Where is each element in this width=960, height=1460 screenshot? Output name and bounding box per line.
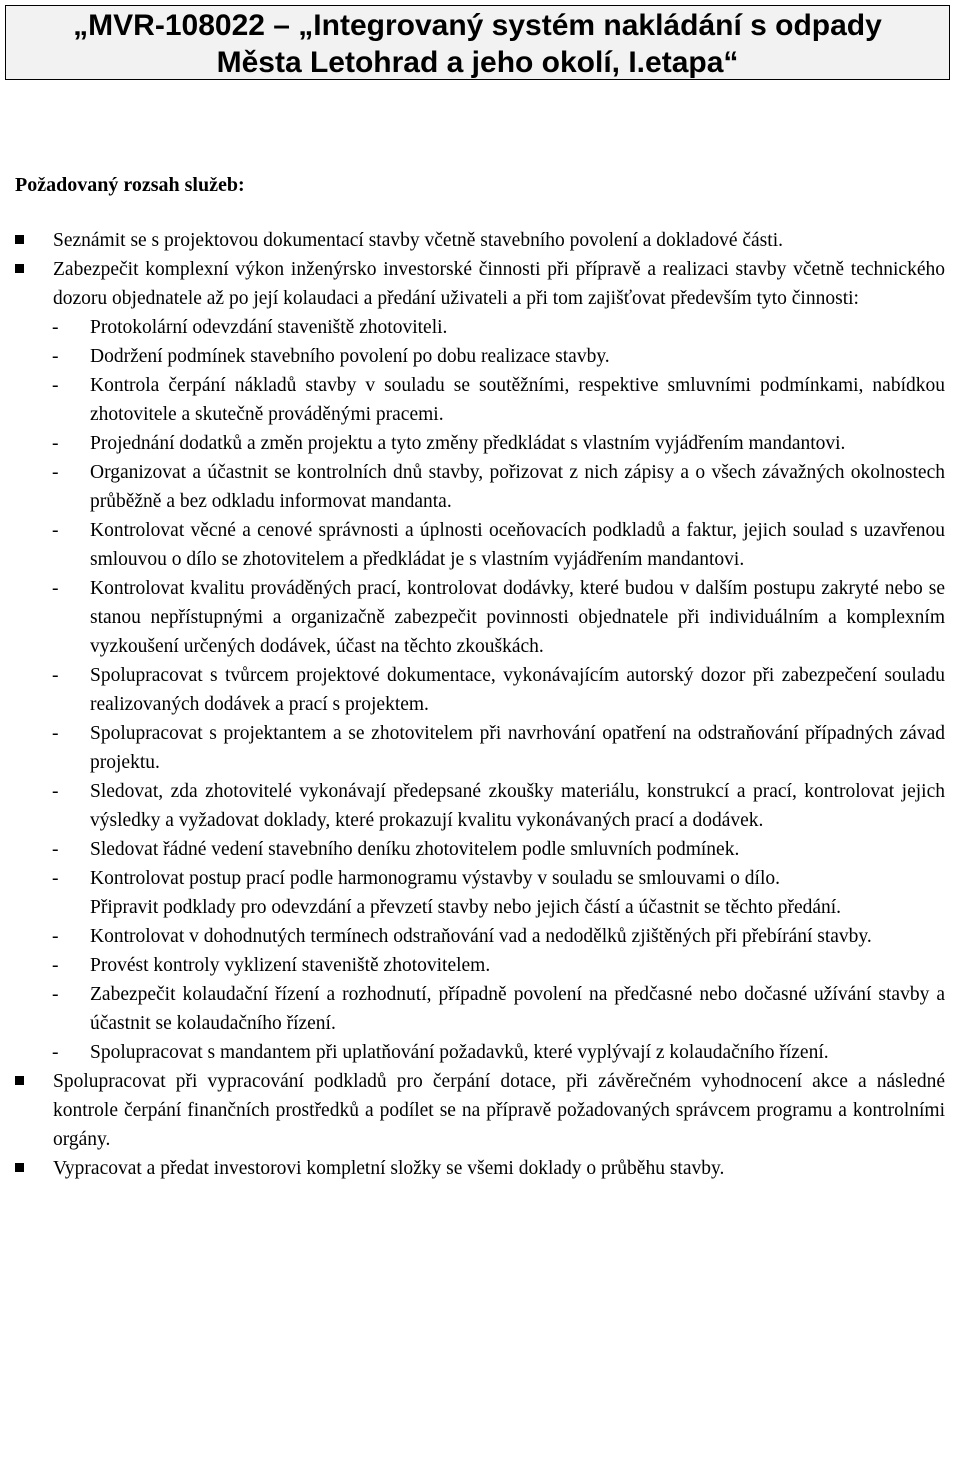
bullet-item xyxy=(15,226,945,255)
square-bullet-icon xyxy=(15,1163,24,1172)
dash-marker: - xyxy=(52,578,59,599)
dash-marker: - xyxy=(52,926,59,947)
square-bullet-icon xyxy=(15,264,24,273)
sub-item-text: Sledovat řádné vedení stavebního deníku zhotovitelem podle smluvních podmínek. xyxy=(90,839,740,860)
services-list xyxy=(15,226,945,1183)
bullet-item xyxy=(15,255,945,313)
sub-item-text: Organizovat a účastnit se kontrolních dnů stavby, pořizovat z nich zápisy a o všech závažných okolnostech průběžně a bez odkladu informovat mandanta. xyxy=(90,462,945,512)
sub-item-text: Spolupracovat s tvůrcem projektové dokumentace, vykonávajícím autorský dozor při zabezpečení souladu realizovaných dodávek a prací s projektem. xyxy=(90,665,945,715)
dash-marker: - xyxy=(52,868,59,889)
dash-marker: - xyxy=(52,317,59,338)
sub-item xyxy=(15,951,945,980)
dash-marker: - xyxy=(52,433,59,454)
dash-marker: - xyxy=(52,839,59,860)
dash-marker: - xyxy=(52,462,59,483)
sub-item-text: Spolupracovat s projektantem a se zhotovitelem při navrhování opatření na odstraňování případných závad projektu. xyxy=(90,723,945,773)
document-title-line-1: „MVR-108022 – „Integrovaný systém nakládání s odpady xyxy=(73,9,882,42)
bullet-text: Seznámit se s projektovou dokumentací stavby včetně stavebního povolení a dokladové části. xyxy=(53,230,783,251)
dash-marker: - xyxy=(52,984,59,1005)
sub-item-text: Kontrolovat věcné a cenové správnosti a úplnosti oceňovacích podkladů a faktur, jejich soulad s uzavřenou smlouvou o dílo se zhotovitelem a předkládat je s vlastním vyjádřením mandantovi. xyxy=(90,520,945,570)
dash-marker: - xyxy=(52,723,59,744)
bullet-item xyxy=(15,1154,945,1183)
sub-item xyxy=(15,835,945,864)
sub-item xyxy=(15,313,945,342)
sub-item xyxy=(15,1038,945,1067)
dash-marker: - xyxy=(52,1042,59,1063)
sub-item-text: Dodržení podmínek stavebního povolení po dobu realizace stavby. xyxy=(90,346,610,367)
bullet-text: Spolupracovat při vypracování podkladů pro čerpání dotace, při závěrečném vyhodnocení akce a následné kontrole čerpání finančních prostředků a podílet se na přípravě požadovaných správcem programu a kontrolními orgány. xyxy=(53,1071,945,1150)
sub-item xyxy=(15,574,945,661)
sub-item xyxy=(15,516,945,574)
square-bullet-icon xyxy=(15,235,24,244)
sub-item xyxy=(15,371,945,429)
dash-marker: - xyxy=(52,375,59,396)
sub-item xyxy=(15,922,945,951)
sub-item xyxy=(15,429,945,458)
sub-item xyxy=(15,458,945,516)
dash-marker: - xyxy=(52,955,59,976)
bullet-text: Vypracovat a předat investorovi kompletní složky se všemi doklady o průběhu stavby. xyxy=(53,1158,725,1179)
dash-marker: - xyxy=(52,781,59,802)
dash-marker: - xyxy=(52,665,59,686)
sub-item xyxy=(15,864,945,893)
dash-marker: - xyxy=(52,346,59,367)
sub-item-text: Kontrolovat kvalitu prováděných prací, kontrolovat dodávky, které budou v dalším postupu zakryté nebo se stanou nepřístupnými a organizačně zabezpečit povinnosti objednatele při individuálním a komplexním vyzkoušení určených dodávek, účast na těchto zkouškách. xyxy=(90,578,945,657)
sub-item-text: Kontrola čerpání nákladů stavby v souladu se soutěžními, respektive smluvními podmínkami, nabídkou zhotovitele a skutečně prováděnými pracemi. xyxy=(90,375,945,425)
sub-item xyxy=(15,980,945,1038)
sub-item-text: Kontrolovat postup prací podle harmonogramu výstavby v souladu se smlouvami o dílo. xyxy=(90,868,780,889)
sub-item xyxy=(15,661,945,719)
sub-item-text: Sledovat, zda zhotovitelé vykonávají předepsané zkoušky materiálu, konstrukcí a prací, kontrolovat jejich výsledky a vyžadovat doklady, které prokazují kvalitu vykonávaných prací a dodávek. xyxy=(90,781,945,831)
dash-marker: - xyxy=(52,520,59,541)
square-bullet-icon xyxy=(15,1076,24,1085)
sub-item-text: Projednání dodatků a změn projektu a tyto změny předkládat s vlastním vyjádřením mandantovi. xyxy=(90,433,846,454)
sub-item xyxy=(15,777,945,835)
sub-item-text: Kontrolovat v dohodnutých termínech odstraňování vad a nedodělků zjištěných při přebírání stavby. xyxy=(90,926,872,947)
document-title-line-2: Města Letohrad a jeho okolí, I.etapa“ xyxy=(216,46,739,79)
sub-item-text: Spolupracovat s mandantem při uplatňování požadavků, které vyplývají z kolaudačního řízení. xyxy=(90,1042,829,1063)
sub-item-text: Připravit podklady pro odevzdání a převzetí stavby nebo jejich částí a účastnit se těchto předání. xyxy=(90,897,842,918)
sub-item-text: Zabezpečit kolaudační řízení a rozhodnutí, případně povolení na předčasné nebo dočasné užívání stavby a účastnit se kolaudačního řízení. xyxy=(90,984,945,1034)
sub-item xyxy=(15,719,945,777)
sub-item-text: Provést kontroly vyklizení staveniště zhotovitelem. xyxy=(90,955,491,976)
section-heading: Požadovaný rozsah služeb: xyxy=(15,174,245,196)
bullet-text: Zabezpečit komplexní výkon inženýrsko investorské činnosti při přípravě a realizaci stavby včetně technického dozoru objednatele až po její kolaudaci a předání uživateli a při tom zajišťovat především tyto činnosti: xyxy=(53,259,945,309)
sub-item-text: Protokolární odevzdání staveniště zhotoviteli. xyxy=(90,317,448,338)
document-title-box xyxy=(5,5,950,80)
bullet-item xyxy=(15,1067,945,1154)
sub-item-continuation xyxy=(15,893,945,922)
sub-item xyxy=(15,342,945,371)
